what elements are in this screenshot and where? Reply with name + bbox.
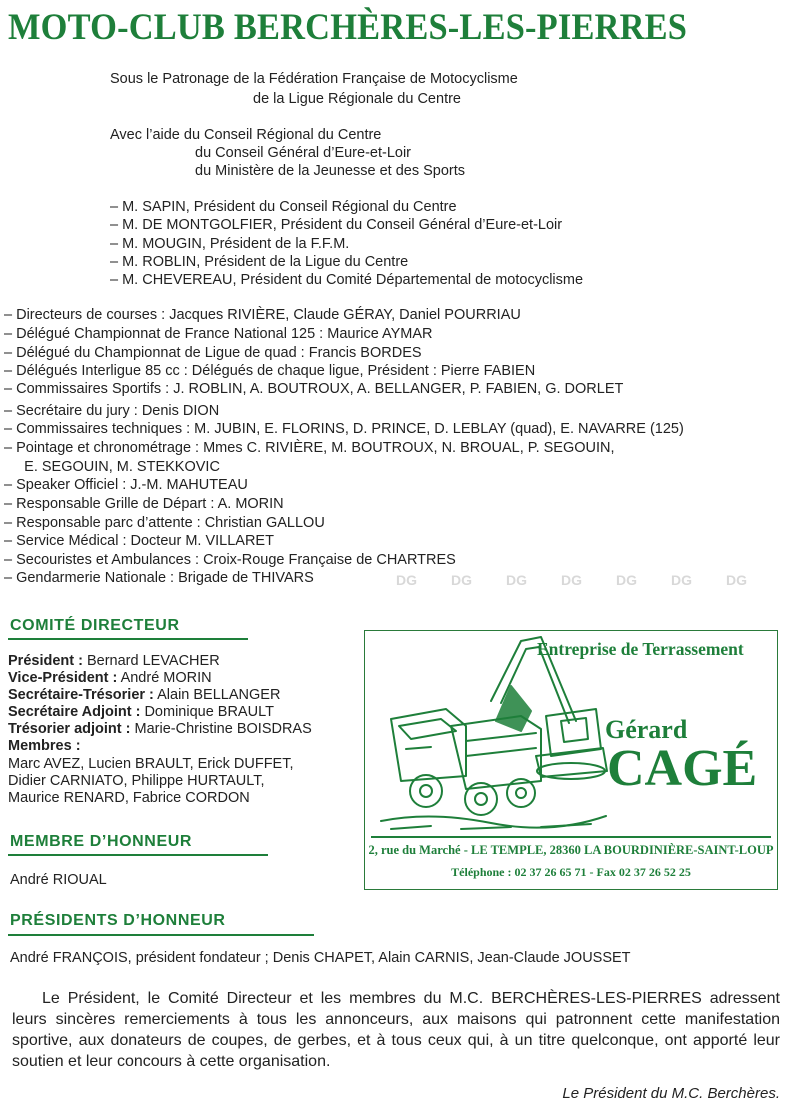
advert-last-name: CAGÉ [607,740,758,797]
advert-title: Entreprise de Terrassement [537,639,744,659]
official-item: – Speaker Officiel : J.-M. MAHUTEAU [4,477,248,493]
comite-heading-underline [8,638,248,640]
comite-role-row [8,669,212,687]
watermark-text: DG [616,572,637,588]
official-item: – Gendarmerie Nationale : Brigade de THIVARS [4,570,314,586]
official-item: – Délégué Championnat de France National 125 : Maurice AYMAR [4,326,433,342]
official-item: – Délégués Interligue 85 cc : Délégués de chaque ligue, Président : Pierre FABIEN [4,363,536,379]
comite-members-line: Maurice RENARD, Fabrice CORDON [8,790,250,806]
excavator-truck-icon [371,631,611,841]
presidents-honneur-text: André FRANÇOIS, président fondateur ; Denis CHAPET, Alain CARNIS, Jean-Claude JOUSSET [10,950,631,966]
official-item: – Responsable parc d’attente : Christian GALLOU [4,515,325,531]
president-item: – M. CHEVEREAU, Président du Comité Départemental de motocyclisme [110,272,584,288]
page-title: MOTO-CLUB BERCHÈRES-LES-PIERRES [8,7,688,48]
presidents-honneur-underline [8,934,314,936]
closing-paragraph [12,988,780,1072]
role-label: Membres : [8,738,81,754]
role-name: Bernard LEVACHER [82,653,220,669]
comite-role-row [8,720,312,738]
official-item: – Délégué du Championnat de Ligue de quad : Francis BORDES [4,345,422,361]
aide-line-1: Avec l’aide du Conseil Régional du Centre [110,127,382,143]
watermark-text: DG [671,572,692,588]
comite-heading: COMITÉ DIRECTEUR [10,617,180,634]
watermark-text: DG [451,572,472,588]
official-item: – Directeurs de courses : Jacques RIVIÈRE, Claude GÉRAY, Daniel POURRIAU [4,307,521,323]
comite-members-line: Marc AVEZ, Lucien BRAULT, Erick DUFFET, [8,756,294,772]
role-label: Secrétaire-Trésorier : [8,687,154,703]
watermark-text: DG [561,572,582,588]
role-label: Président : [8,653,83,669]
official-item: – Secrétaire du jury : Denis DION [4,403,220,419]
official-item: – Commissaires Sportifs : J. ROBLIN, A. BOUTROUX, A. BELLANGER, P. FABIEN, G. DORLET [4,381,624,397]
advert-phone: Téléphone : 02 37 26 65 71 - Fax 02 37 26 52 25 [451,865,691,879]
role-name: Dominique BRAULT [140,704,274,720]
comite-role-row [8,686,280,704]
advert-first-name: Gérard [605,715,688,744]
role-name: André MORIN [117,670,212,686]
comite-role-row [8,703,274,721]
official-item: E. SEGOUIN, M. STEKKOVIC [4,459,220,475]
official-item: – Pointage et chronométrage : Mmes C. RIVIÈRE, M. BOUTROUX, N. BROUAL, P. SEGOUIN, [4,440,615,456]
official-item: – Responsable Grille de Départ : A. MORIN [4,496,284,512]
president-item: – M. SAPIN, Président du Conseil Régional du Centre [110,199,457,215]
closing-text: Le Président, le Comité Directeur et les membres du M.C. BERCHÈRES-LES-PIERRES adressent leurs sincères remerciements à tous les annonceurs, aux maisons qui patronnent cette manifestation sportive, aux donateurs de coupes, de gerbes, et à tous ceux qui, à un titre quelconque, ont apporté leur soutien et leur concours à cette organisation. [12,990,780,1070]
president-item: – M. MOUGIN, Président de la F.F.M. [110,236,350,252]
signature: Le Président du M.C. Berchères. [562,1085,780,1102]
advert-address: 2, rue du Marché - LE TEMPLE, 28360 LA BOURDINIÈRE-SAINT-LOUP [368,843,774,857]
membre-honneur-underline [8,854,268,856]
role-label: Secrétaire Adjoint : [8,704,141,720]
presidents-honneur-heading: PRÉSIDENTS D’HONNEUR [10,912,226,929]
role-name: Alain BELLANGER [153,687,281,703]
watermark-text: DG [396,572,417,588]
advert-divider [371,836,771,838]
membre-honneur-name: André RIOUAL [10,872,107,888]
patronage-line-2: de la Ligue Régionale du Centre [253,91,461,107]
advertisement-box [364,630,778,890]
watermark-text: DG [506,572,527,588]
official-item: – Secouristes et Ambulances : Croix-Rouge Française de CHARTRES [4,552,456,568]
aide-line-2: du Conseil Général d’Eure-et-Loir [195,145,411,161]
watermark-text: DG [726,572,747,588]
membre-honneur-heading: MEMBRE D’HONNEUR [10,833,193,850]
role-name: Marie-Christine BOISDRAS [130,721,312,737]
comite-role-row [8,652,220,670]
role-label: Trésorier adjoint : [8,721,131,737]
president-item: – M. DE MONTGOLFIER, Président du Conseil Général d’Eure-et-Loir [110,217,563,233]
official-item: – Service Médical : Docteur M. VILLARET [4,533,274,549]
president-item: – M. ROBLIN, Président de la Ligue du Centre [110,254,409,270]
comite-role-row [8,737,81,755]
comite-members-line: Didier CARNIATO, Philippe HURTAULT, [8,773,265,789]
patronage-line-1: Sous le Patronage de la Fédération Française de Motocyclisme [110,71,518,87]
role-label: Vice-Président : [8,670,118,686]
official-item: – Commissaires techniques : M. JUBIN, E. FLORINS, D. PRINCE, D. LEBLAY (quad), E. NAVARRE (125) [4,421,684,437]
aide-line-3: du Ministère de la Jeunesse et des Sports [195,163,466,179]
